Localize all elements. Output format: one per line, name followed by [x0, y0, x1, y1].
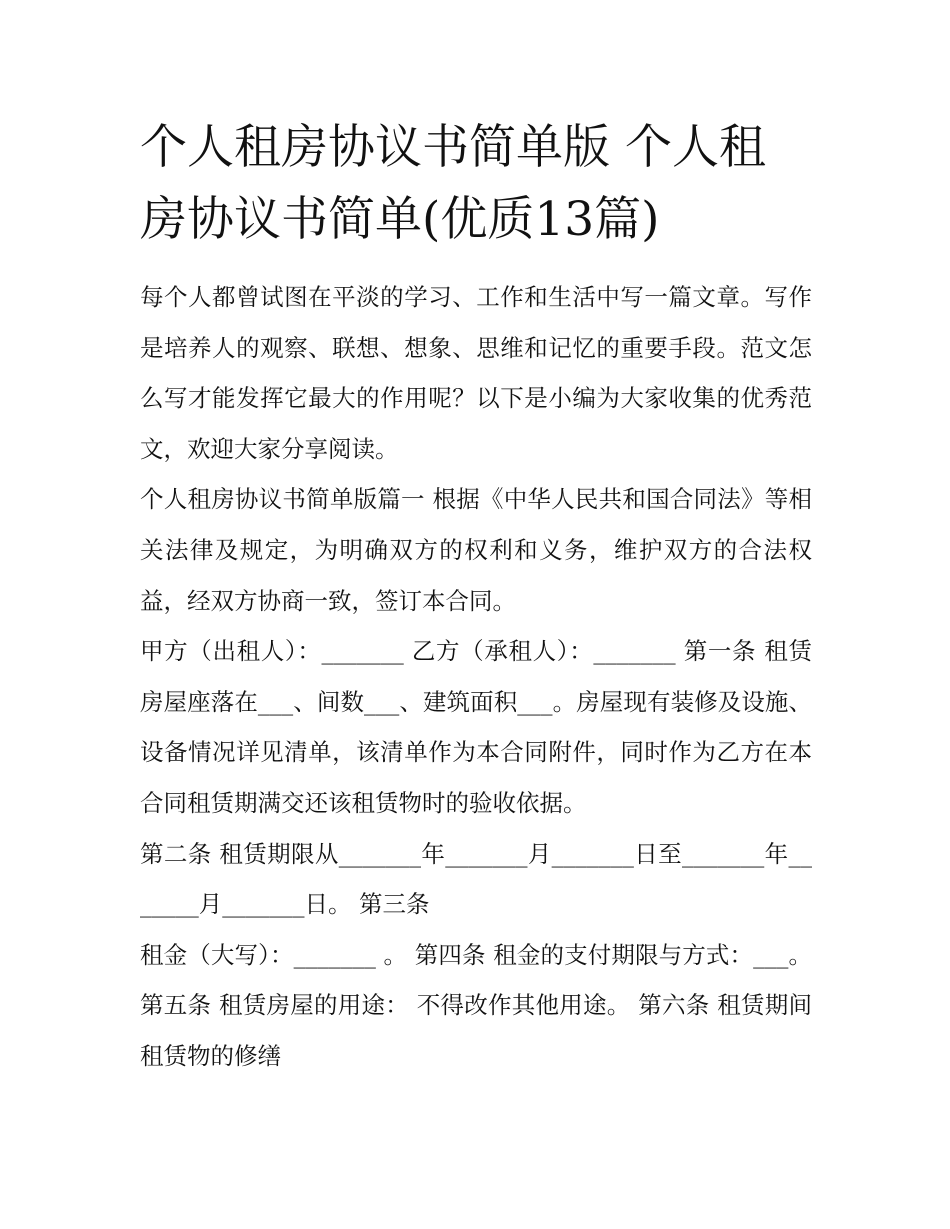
paragraph-article-2: 第二条 租赁期限从_______年_______月_______日至_______年_______月_______日。 第三条 [140, 839, 812, 919]
document-content [140, 112, 812, 1082]
document-body [140, 272, 812, 1082]
paragraph-preamble: 个人租房协议书简单版篇一 根据《中华人民共和国合同法》等相关法律及规定，为明确双方的权利和义务，维护双方的合法权益，经双方协商一致，签订本合同。 [140, 485, 812, 615]
paragraph-articles-3-6: 租金（大写）：_______ 。 第四条 租金的支付期限与方式：___。 第五条 租赁房屋的用途： 不得改作其他用途。 第六条 租赁期间租赁物的修缮 [140, 940, 812, 1070]
paragraph-intro: 每个人都曾试图在平淡的学习、工作和生活中写一篇文章。写作是培养人的观察、联想、想象、思维和记忆的重要手段。范文怎么写才能发挥它最大的作用呢？以下是小编为大家收集的优秀范文，欢迎大家分享阅读。 [140, 283, 812, 463]
paragraph-parties-article-1: 甲方（出租人）：_______ 乙方（承租人）：_______ 第一条 租赁房屋座落在___、间数___、建筑面积___。房屋现有装修及设施、设备情况详见清单，该清单作为本合同附件，同时作为乙方在本合同租赁期满交还该租赁物时的验收依据。 [140, 637, 812, 817]
document-title: 个人租房协议书简单版 个人租房协议书简单(优质13篇) [140, 120, 766, 247]
